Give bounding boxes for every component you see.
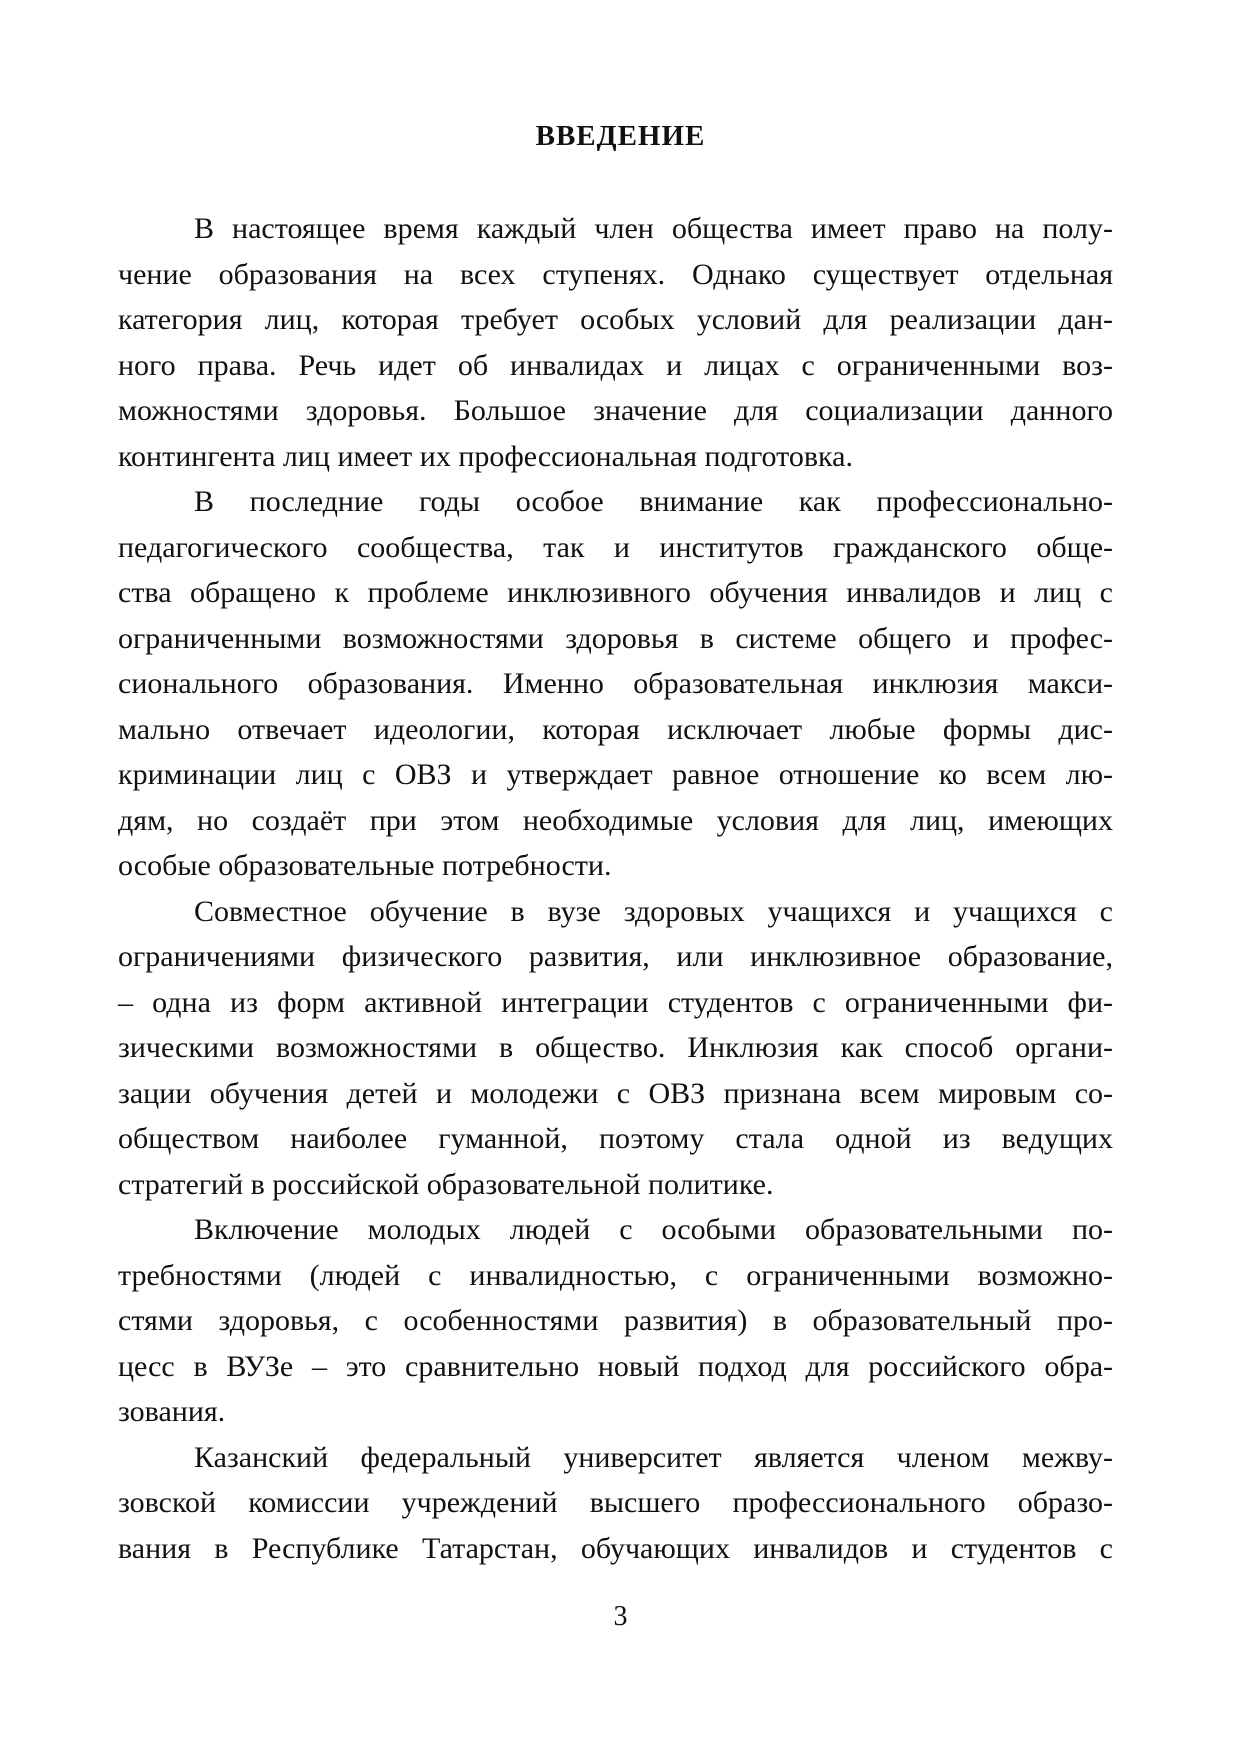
text-line: обществом наиболее гуманной, поэтому стала одной из ведущих — [118, 1122, 1113, 1155]
paragraph — [118, 1207, 1113, 1435]
paragraph — [118, 1435, 1113, 1572]
text-line: ного права. Речь идет об инвалидах и лицах с ограниченными воз- — [118, 348, 1113, 382]
text-line: Совместное обучение в вузе здоровых учащихся и учащихся с — [194, 894, 1113, 928]
text-line: зования. — [118, 1395, 226, 1428]
text-line: зации обучения детей и молодежи с ОВЗ признана всем мировым со- — [118, 1076, 1113, 1110]
text-line: стями здоровья, с особенностями развития) в образовательный про- — [118, 1304, 1113, 1337]
text-line: чение образования на всех ступенях. Однако существует отдельная — [118, 257, 1113, 291]
text-line: дям, но создаёт при этом необходимые условия для лиц, имеющих — [118, 803, 1113, 837]
page-number: 3 — [613, 1601, 628, 1632]
text-line: Казанский федеральный университет является членом межву- — [194, 1440, 1113, 1474]
text-line: ства обращено к проблеме инклюзивного обучения инвалидов и лиц с — [118, 576, 1113, 609]
text-line: сионального образования. Именно образовательная инклюзия макси- — [118, 667, 1113, 700]
paragraph — [118, 889, 1113, 1208]
text-line: – одна из форм активной интеграции студентов с ограниченными фи- — [118, 985, 1113, 1019]
page-title: ВВЕДЕНИЕ — [535, 120, 706, 152]
paragraph — [118, 479, 1113, 889]
text-line: можностями здоровья. Большое значение для социализации данного — [118, 394, 1113, 427]
paragraph — [118, 206, 1113, 479]
text-line: требностями (людей с инвалидностью, с ограниченными возможно- — [118, 1258, 1113, 1292]
text-line: вания в Республике Татарстан, обучающих инвалидов и студентов с — [118, 1531, 1113, 1565]
text-line: особые образовательные потребности. — [118, 849, 612, 882]
text-line: зовской комиссии учреждений высшего профессионального образо- — [118, 1486, 1113, 1519]
text-line: криминации лиц с ОВЗ и утверждает равное отношение ко всем лю- — [118, 758, 1113, 791]
text-line: стратегий в российской образовательной политике. — [118, 1167, 774, 1201]
text-line: Включение молодых людей с особыми образовательными по- — [194, 1213, 1113, 1246]
text-line: категория лиц, которая требует особых условий для реализации дан- — [118, 303, 1113, 336]
text-line: ограничениями физического развития, или инклюзивное образование, — [118, 940, 1113, 973]
text-line: зическими возможностями в общество. Инклюзия как способ органи- — [118, 1031, 1113, 1064]
text-line: контингента лиц имеет их профессиональная подготовка. — [118, 439, 853, 473]
text-line: цесс в ВУЗе – это сравнительно новый подход для российского обра- — [118, 1349, 1113, 1383]
text-line: В настоящее время каждый член общества имеет право на полу- — [194, 212, 1113, 245]
text-line: мально отвечает идеологии, которая исключает любые формы дис- — [118, 712, 1113, 746]
text-line: ограниченными возможностями здоровья в системе общего и профес- — [118, 621, 1113, 655]
text-line: В последние годы особое внимание как профессионально- — [194, 485, 1113, 518]
body-text — [118, 206, 1113, 1571]
text-line: педагогического сообщества, так и институтов гражданского обще- — [118, 530, 1113, 564]
